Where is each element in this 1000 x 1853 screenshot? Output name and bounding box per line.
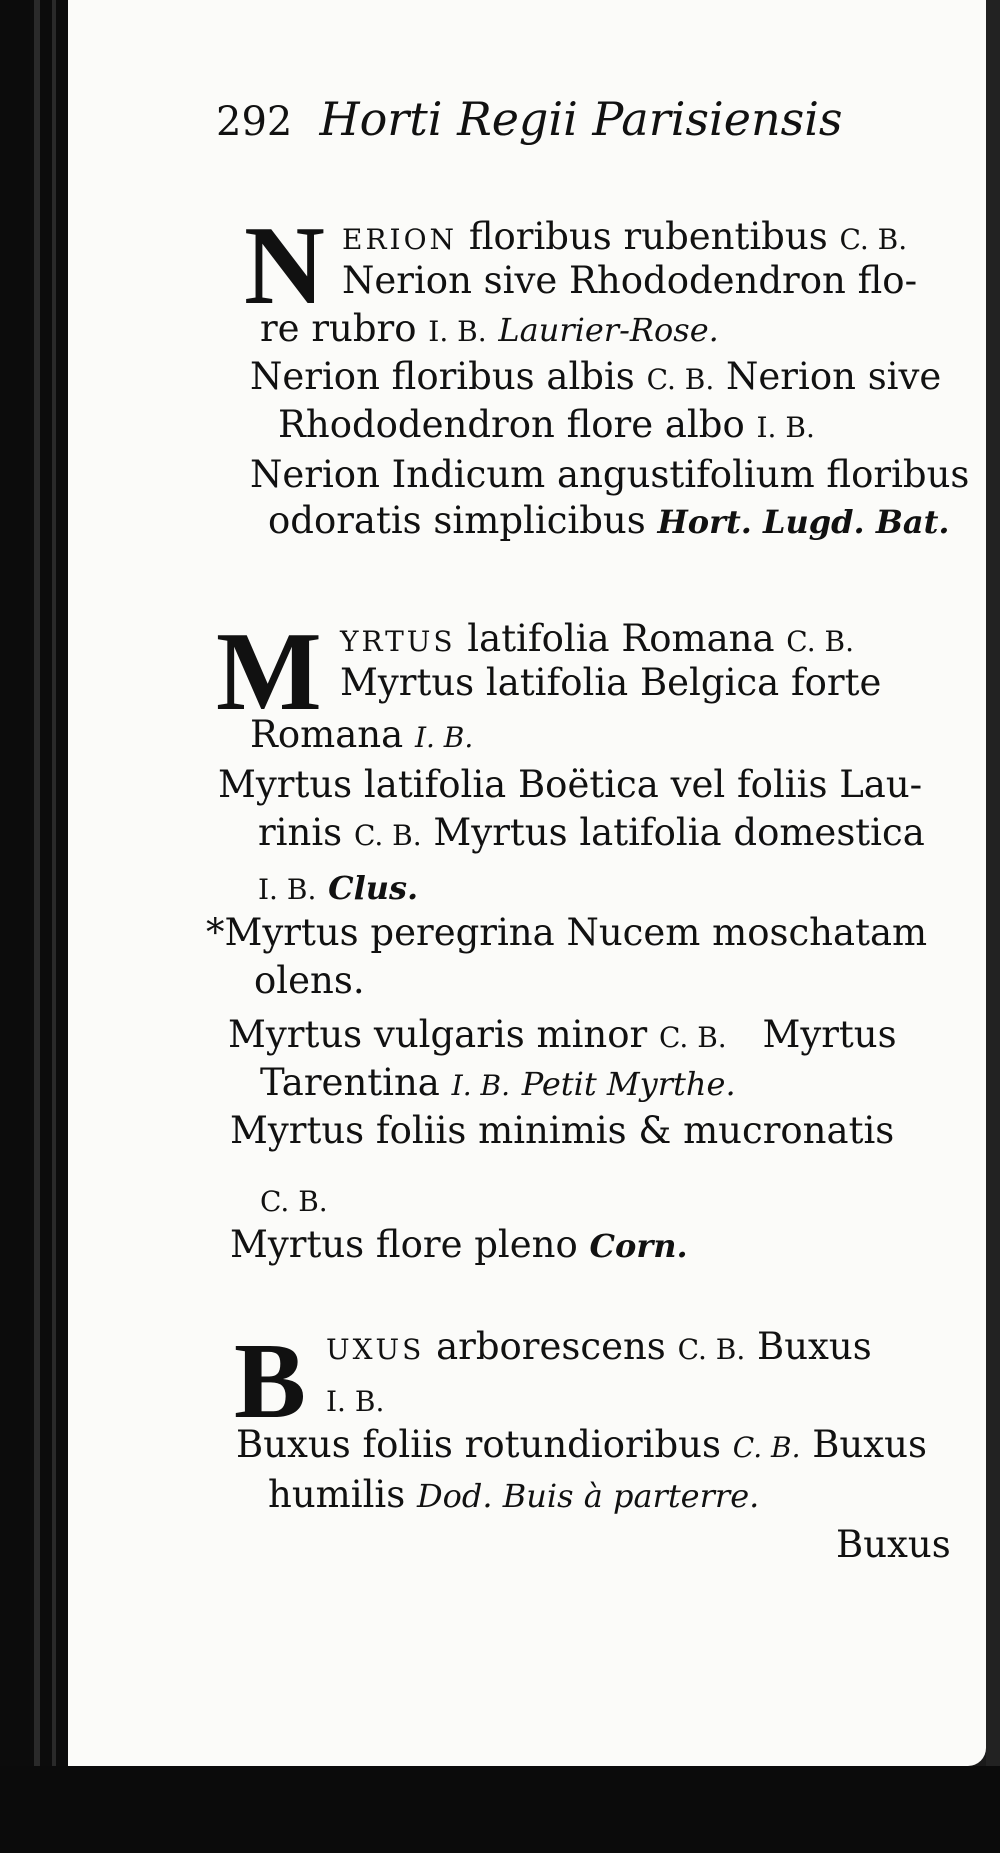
- entry-line: odoratis simplicibus Hort. Lugd. Bat.: [268, 499, 950, 542]
- bottom-shadow-band: [0, 1766, 1000, 1853]
- running-head-title: Horti Regii Parisiensis: [319, 92, 843, 146]
- page-right-edge: [986, 0, 1000, 1766]
- entry-line: Myrtus flore pleno Corn.: [230, 1223, 688, 1266]
- entry-line: ERION floribus rubentibus C. B.: [342, 215, 908, 258]
- drop-cap-m: M: [216, 610, 322, 734]
- entry-line: Myrtus vulgaris minor C. B. Myrtus: [228, 1013, 897, 1056]
- entry-line: *Myrtus peregrina Nucem moschatam: [206, 911, 928, 954]
- entry-line: Nerion Indicum angustifolium floribus: [250, 453, 970, 496]
- catchword: Buxus: [836, 1523, 951, 1566]
- entry-line: Myrtus latifolia Belgica forte: [340, 661, 882, 704]
- entry-line: Myrtus foliis minimis & mucronatis: [230, 1109, 895, 1152]
- entry-line: Romana I. B.: [250, 713, 474, 756]
- book-page: [68, 0, 986, 1766]
- entry-line: Tarentina I. B. Petit Myrthe.: [260, 1061, 736, 1104]
- entry-line: rinis C. B. Myrtus latifolia domestica: [258, 811, 925, 854]
- spine-edge-line: [52, 0, 56, 1853]
- entry-line: Rhododendron flore albo I. B.: [278, 403, 815, 446]
- entry-line: I. B.: [326, 1385, 385, 1418]
- entry-line: Nerion floribus albis C. B. Nerion sive: [250, 355, 942, 398]
- entry-line: Nerion sive Rhododendron flo-: [342, 259, 918, 302]
- drop-cap-n: N: [244, 204, 325, 328]
- entry-line: YRTUS latifolia Romana C. B.: [340, 617, 854, 660]
- page-number: 292: [216, 99, 293, 145]
- spine-edge-line: [34, 0, 40, 1853]
- running-header: [216, 92, 843, 146]
- entry-line: UXUS arborescens C. B. Buxus: [326, 1325, 872, 1368]
- drop-cap-b: B: [234, 1322, 307, 1441]
- entry-line: I. B. Clus.: [258, 869, 419, 907]
- entry-line: Myrtus latifolia Boëtica vel foliis Lau-: [218, 763, 923, 806]
- entry-line: C. B.: [260, 1185, 328, 1218]
- entry-line: humilis Dod. Buis à parterre.: [268, 1473, 760, 1516]
- entry-line: re rubro I. B. Laurier-Rose.: [260, 307, 719, 350]
- entry-line: olens.: [254, 959, 365, 1002]
- entry-line: Buxus foliis rotundioribus C. B. Buxus: [236, 1423, 927, 1466]
